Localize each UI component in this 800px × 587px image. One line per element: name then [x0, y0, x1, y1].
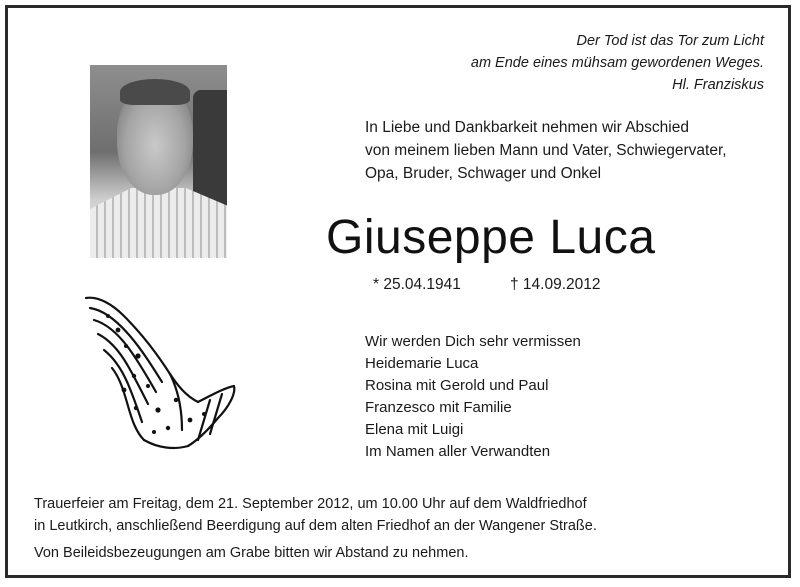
quote-author: Hl. Franziskus: [672, 77, 764, 93]
intro-line: In Liebe und Dankbarkeit nehmen wir Abschied: [365, 119, 689, 136]
family-line: Im Namen aller Verwandten: [365, 443, 551, 460]
quote-line: am Ende eines mühsam gewordenen Weges.: [470, 55, 764, 71]
deceased-name: Giuseppe Luca: [326, 211, 656, 264]
photo-shirt: [90, 188, 227, 258]
family-signatures: [365, 331, 581, 463]
death-date: † 14.09.2012: [510, 276, 601, 293]
quote-line: Der Tod ist das Tor zum Licht: [576, 33, 764, 49]
intro-line: Opa, Bruder, Schwager und Onkel: [365, 165, 602, 182]
quote-block: [471, 30, 764, 96]
family-line: Wir werden Dich sehr vermissen: [365, 333, 581, 350]
family-line: Heidemarie Luca: [365, 355, 479, 372]
family-line: Franzesco mit Familie: [365, 399, 512, 416]
condolence-note: Von Beileidsbezeugungen am Grabe bitten wir Abstand zu nehmen.: [34, 545, 469, 561]
portrait-photo: [90, 65, 227, 258]
photo-hair: [120, 79, 190, 105]
praying-hands-icon: [78, 290, 238, 460]
family-line: Rosina mit Gerold und Paul: [365, 377, 549, 394]
funeral-details: [34, 493, 597, 537]
funeral-line: in Leutkirch, anschließend Beerdigung auf dem alten Friedhof an der Wangener Straße.: [34, 518, 597, 534]
intro-text: [365, 116, 727, 185]
funeral-line: Trauerfeier am Freitag, dem 21. September 2012, um 10.00 Uhr auf dem Waldfriedhof: [34, 496, 587, 512]
family-line: Elena mit Luigi: [365, 421, 464, 438]
birth-date: * 25.04.1941: [373, 276, 461, 293]
intro-line: von meinem lieben Mann und Vater, Schwiegervater,: [365, 142, 727, 159]
